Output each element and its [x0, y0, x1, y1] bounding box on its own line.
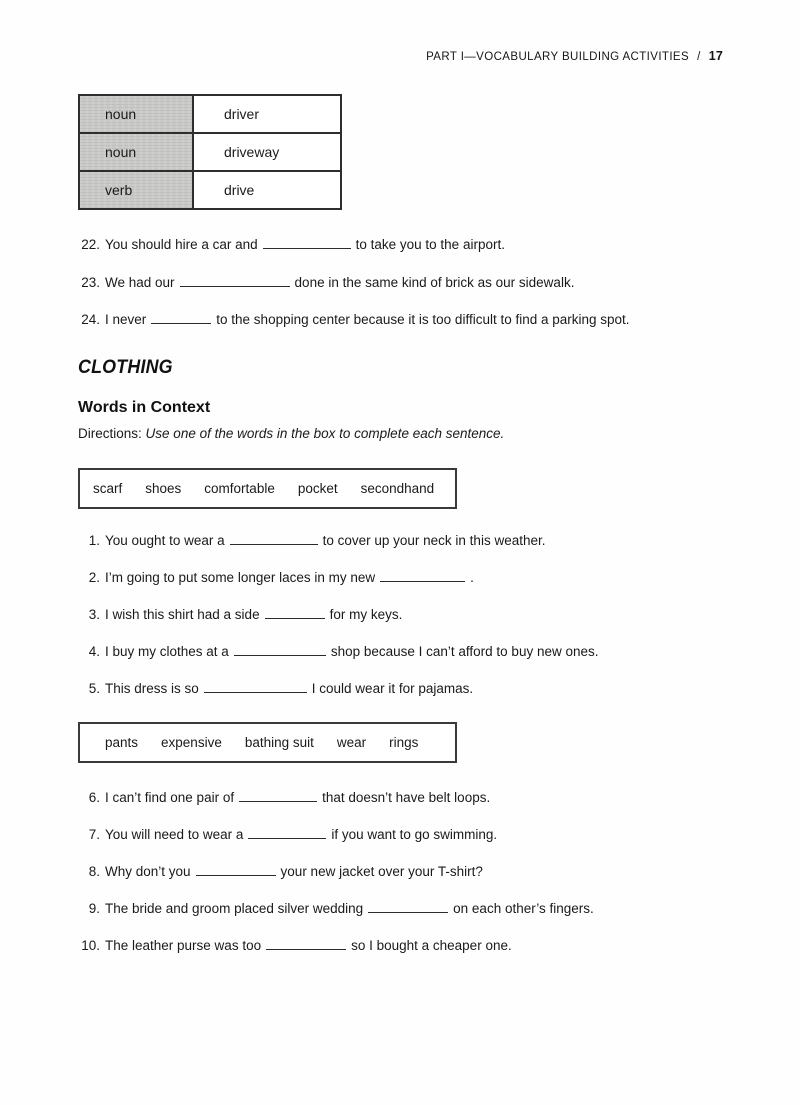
driving-question-list: [78, 237, 630, 350]
word-box-item: rings: [389, 735, 419, 750]
question-row: [78, 275, 630, 291]
question-number: 3.: [88, 607, 100, 622]
question-pre-text: You will need to wear a: [105, 827, 244, 842]
word-box-item: bathing suit: [244, 735, 314, 750]
question-number: 7.: [88, 827, 100, 842]
clothing-question-list-1-5: [78, 533, 599, 718]
part-of-speech-cell: verb: [79, 171, 193, 209]
fill-in-blank: [151, 312, 211, 324]
question-row: [78, 938, 594, 954]
word-box-item: scarf: [93, 481, 123, 496]
question-post-text: .: [470, 570, 474, 585]
question-pre-text: You should hire a car and: [105, 237, 258, 252]
clothing-question-list-6-10: [78, 790, 594, 975]
fill-in-blank: [180, 275, 290, 287]
question-pre-text: The bride and groom placed silver wedding: [105, 901, 364, 916]
table-row: [79, 95, 341, 133]
question-row: [78, 827, 594, 843]
question-pre-text: I can’t find one pair of: [105, 790, 235, 805]
fill-in-blank: [196, 864, 276, 876]
header-title: PART I—VOCABULARY BUILDING ACTIVITIES: [426, 51, 690, 63]
question-pre-text: The leather purse was too: [105, 938, 262, 953]
word-box-1: [78, 468, 457, 509]
question-post-text: done in the same kind of brick as our sidewalk.: [294, 274, 575, 290]
fill-in-blank: [266, 938, 346, 950]
part-of-speech-cell: noun: [79, 133, 193, 171]
word-box-item: secondhand: [360, 481, 435, 496]
question-row: [78, 312, 630, 328]
question-row: [78, 681, 599, 697]
question-pre-text: Why don’t you: [105, 864, 191, 879]
question-row: [78, 237, 630, 253]
question-row: [78, 864, 594, 880]
question-pre-text: I’m going to put some longer laces in my new: [105, 570, 376, 585]
question-row: [78, 533, 599, 549]
question-number: 5.: [88, 681, 100, 696]
fill-in-blank: [368, 901, 448, 913]
question-post-text: so I bought a cheaper one.: [351, 938, 512, 953]
word-cell: drive: [193, 171, 341, 209]
question-pre-text: I buy my clothes at a: [105, 644, 229, 659]
question-row: [78, 570, 599, 586]
question-number: 6.: [88, 790, 100, 805]
fill-in-blank: [234, 644, 326, 656]
word-family-table: [78, 94, 342, 210]
question-number: 24.: [81, 312, 100, 327]
part-of-speech-cell: noun: [79, 95, 193, 133]
word-cell: driveway: [193, 133, 341, 171]
question-post-text: your new jacket over your T-shirt?: [280, 864, 483, 879]
question-row: [78, 607, 599, 623]
question-post-text: to the shopping center because it is too difficult to find a parking spot.: [216, 312, 630, 327]
page-number: 17: [708, 49, 723, 63]
word-cell: driver: [193, 95, 341, 133]
question-row: [78, 644, 599, 660]
question-post-text: to cover up your neck in this weather.: [322, 533, 546, 548]
question-post-text: if you want to go swimming.: [331, 827, 498, 842]
question-post-text: that doesn’t have belt loops.: [322, 790, 491, 805]
question-row: [78, 790, 594, 806]
question-number: 8.: [88, 864, 100, 879]
question-number: 23.: [81, 274, 100, 290]
question-number: 4.: [88, 644, 100, 659]
question-number: 10.: [81, 938, 100, 953]
question-number: 2.: [88, 570, 100, 585]
question-number: 1.: [88, 533, 100, 548]
fill-in-blank: [380, 570, 465, 582]
fill-in-blank: [239, 790, 317, 802]
word-box-item: pants: [105, 735, 139, 750]
question-number: 9.: [88, 901, 100, 916]
word-box-item: expensive: [161, 735, 222, 750]
table-row: [79, 133, 341, 171]
question-pre-text: I never: [105, 312, 147, 327]
fill-in-blank: [230, 533, 318, 545]
header-separator: /: [697, 51, 701, 63]
question-row: [78, 901, 594, 917]
word-box-item: shoes: [145, 481, 182, 496]
question-pre-text: I wish this shirt had a side: [105, 607, 260, 622]
question-post-text: for my keys.: [329, 607, 403, 622]
word-box-2: [78, 722, 457, 763]
table-row: [79, 171, 341, 209]
page-header: [426, 49, 723, 63]
question-pre-text: You ought to wear a: [105, 533, 225, 548]
directions-label: Directions:: [78, 426, 142, 441]
directions-line: [78, 426, 504, 441]
question-pre-text: This dress is so: [105, 681, 199, 696]
word-box-item: comfortable: [204, 481, 275, 496]
subsection-heading-words-in-context: Words in Context: [78, 399, 211, 416]
question-pre-text: We had our: [105, 274, 175, 290]
question-post-text: shop because I can’t afford to buy new ones.: [330, 644, 599, 659]
question-number: 22.: [81, 237, 100, 252]
fill-in-blank: [248, 827, 326, 839]
fill-in-blank: [204, 681, 307, 693]
fill-in-blank: [263, 237, 351, 249]
question-post-text: I could wear it for pajamas.: [311, 681, 474, 696]
directions-text: Use one of the words in the box to complete each sentence.: [145, 426, 505, 441]
question-post-text: on each other’s fingers.: [453, 901, 594, 916]
fill-in-blank: [265, 607, 325, 619]
word-box-item: wear: [336, 735, 367, 750]
question-post-text: to take you to the airport.: [355, 237, 505, 252]
word-box-item: pocket: [297, 481, 338, 496]
section-heading-clothing: CLOTHING: [78, 357, 173, 378]
